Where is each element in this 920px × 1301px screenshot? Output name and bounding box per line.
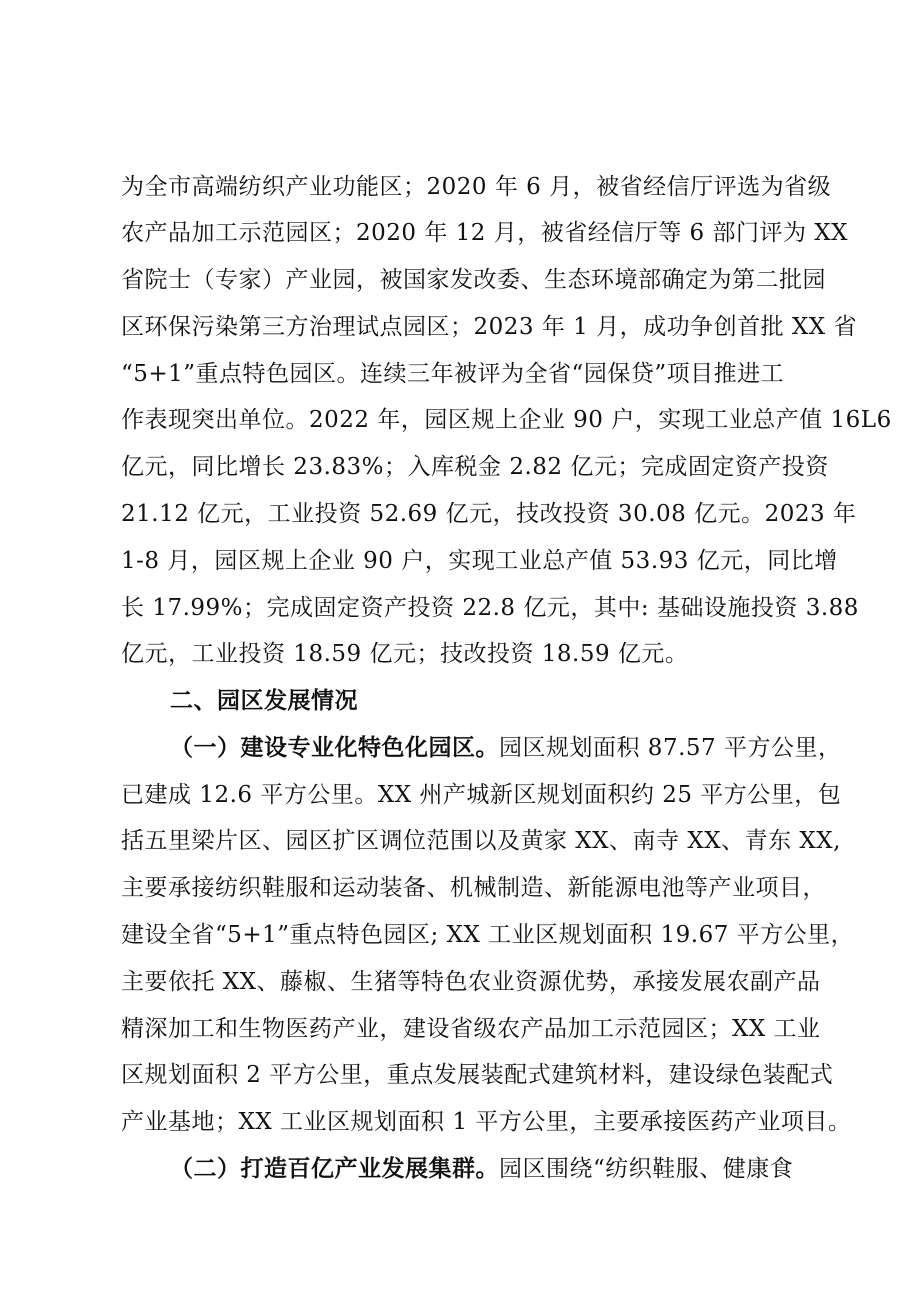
body-text-line: 主要依托 XX、藤椒、生猪等特色农业资源优势，承接发展农副产品 [121,969,821,995]
body-text-line: 亿元，工业投资 18.59 亿元；技改投资 18.59 亿元。 [121,641,689,667]
body-text-line: 1-8 月，园区规上企业 90 户，实现工业总产值 53.93 亿元，同比增 [121,548,838,574]
subsection-1-lead-text: 园区规划面积 87.57 平方公里， [499,735,842,761]
body-text-line: 为全市高端纺织产业功能区；2020 年 6 月，被省经信厅评选为省级 [121,174,832,200]
body-text-line: 长 17.99%；完成固定资产投资 22.8 亿元，其中: 基础设施投资 3.88 [121,595,859,621]
subsection-1-heading: （一）建设专业化特色化园区。 [170,734,499,761]
body-text-line: 省院士（专家）产业园，被国家发改委、生态环境部确定为第二批园 [121,267,826,293]
subsection-2-heading: （二）打造百亿产业发展集群。 [170,1155,499,1182]
section-heading: 二、园区发展情况 [170,687,358,714]
body-text-line: 区规划面积 2 平方公里，重点发展装配式建筑材料，建设绿色装配式 [121,1062,834,1088]
body-text-line: 建设全省“5+1”重点特色园区; XX 工业区规划面积 19.67 平方公里， [121,922,855,948]
subsection-2-lead-text: 园区围绕“纺织鞋服、健康食 [499,1156,794,1182]
body-text-line: 农产品加工示范园区；2020 年 12 月，被省经信厅等 6 部门评为 XX [121,220,849,246]
body-text-line: 主要承接纺织鞋服和运动装备、机械制造、新能源电池等产业项目， [121,875,826,901]
body-text-line: 精深加工和生物医药产业，建设省级农产品加工示范园区；XX 工业 [121,1016,821,1042]
body-text-line: 已建成 12.6 平方公里。XX 州产城新区规划面积约 25 平方公里，包 [121,782,842,808]
subsection-1-first-line [0,730,920,766]
subsection-2-first-line [0,1151,920,1187]
body-text-line: 21.12 亿元，工业投资 52.69 亿元，技改投资 30.08 亿元。2023 年 [121,501,857,527]
body-text-line: “5+1”重点特色园区。连续三年被评为全省“园保贷”项目推进工 [121,361,785,387]
body-text-line: 亿元，同比增长 23.83%；入库税金 2.82 亿元；完成固定资产投资 [121,454,829,480]
body-text-line: 产业基地；XX 工业区规划面积 1 平方公里，主要承接医药产业项目。 [121,1109,852,1135]
body-text-line: 作表现突出单位。2022 年，园区规上企业 90 户，实现工业总产值 16L6 [121,407,892,433]
body-text-line: 区环保污染第三方治理试点园区；2023 年 1 月，成功争创首批 XX 省 [121,314,857,340]
body-text-line: 括五里梁片区、园区扩区调位范围以及黄家 XX、南寺 XX、青东 XX, [121,828,841,854]
